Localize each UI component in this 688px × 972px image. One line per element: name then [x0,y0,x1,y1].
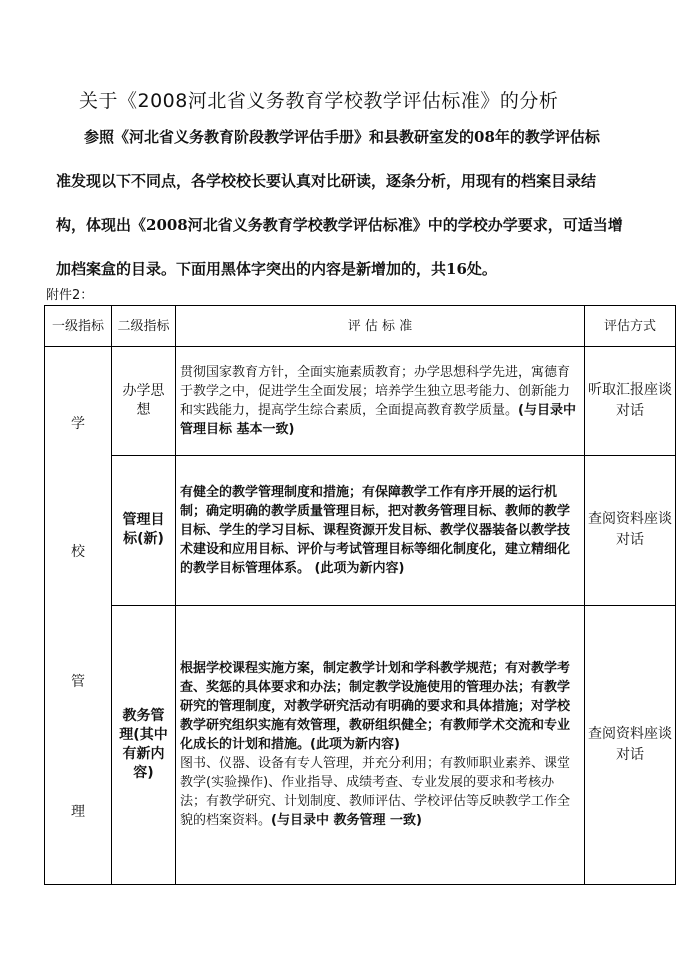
method-cell: 听取汇报座谈对话 [585,347,676,456]
standard-note: (此项为新内容) [310,560,405,576]
level1-char: 学 [71,416,85,432]
header-level1: 一级指标 [45,306,112,347]
header-level2: 二级指标 [112,306,176,347]
standard-text: 贯彻国家教育方针，全面实施素质教育；办学思想科学先进，寓德育于教学之中，促进学生全面发展；培养学生独立思考能力、创新能力和实践能力，提高学生综合素质，全面提高教育教学质量。 [180,365,571,419]
level2-cell: 教务管理(其中有新内容) [112,605,176,885]
level1-cell [45,347,112,885]
intro-line: 构，体现出《2008河北省义务教育学校教学评估标准》中的学校办学要求，可适当增 [56,216,623,234]
standard-text-new: 根据学校课程实施方案，制定教学计划和学科教学规范；有对教学考查、奖惩的具体要求和办法；制定教学设施使用的管理办法；有教学研究的管理制度，对教学研究活动有明确的要求和具体措施；对学校教学研究组织实施有效管理，教研组织健全；有教师学术交流和专业化成长的计划和措施。(此项为新内容) [180,661,571,753]
standard-text-new: 有健全的教学管理制度和措施；有保障教学工作有序开展的运行机制；确定明确的教学质量管理目标，把对教务管理目标、教师的教学目标、学生的学习目标、课程资源开发目标、教学仪器装备以教学技术建设和应用目标、评价与考试管理目标等细化制度化，建立精细化的教学目标管理体系。 [180,484,571,576]
standard-cell [176,605,585,885]
level1-char: 校 [71,544,85,560]
level2-cell: 办学思想 [112,347,176,456]
standard-cell [176,347,585,456]
method-cell: 查阅资料座谈对话 [585,605,676,885]
standard-note: (与目录中 管理目标 基本一致) [180,403,576,438]
level1-char: 理 [71,804,85,820]
table-row [45,605,676,885]
standard-text: 图书、仪器、设备有专人管理，并充分利用；有教师职业素养、课堂教学(实验操作)、作业指导、成绩考查、专业发展的要求和考核办法；有教学研究、计划制度、教师评估、学校评估等反映教学工作全貌的档案资料。 [180,756,571,829]
table-header-row [45,306,676,347]
attachment-label: 附件2： [46,288,94,303]
document-title: 关于《2008河北省义务教育学校教学评估标准》的分析 [79,90,559,112]
level2-cell: 管理目标(新) [112,456,176,605]
standard-note: (与目录中 教务管理 一致) [271,813,422,829]
intro-line: 加档案盒的目录。下面用黑体字突出的内容是新增加的，共16处。 [56,260,497,278]
table-row [45,456,676,605]
evaluation-table [44,305,676,885]
method-cell: 查阅资料座谈对话 [585,456,676,605]
standard-cell [176,456,585,605]
header-standard: 评 估 标 准 [176,306,585,347]
intro-line: 参照《河北省义务教育阶段教学评估手册》和县教研室发的08年的教学评估标 [84,128,600,146]
intro-line: 准发现以下不同点，各学校校长要认真对比研读，逐条分析，用现有的档案目录结 [56,172,597,190]
level1-char: 管 [71,674,85,690]
header-method: 评估方式 [585,306,676,347]
table-row [45,347,676,456]
